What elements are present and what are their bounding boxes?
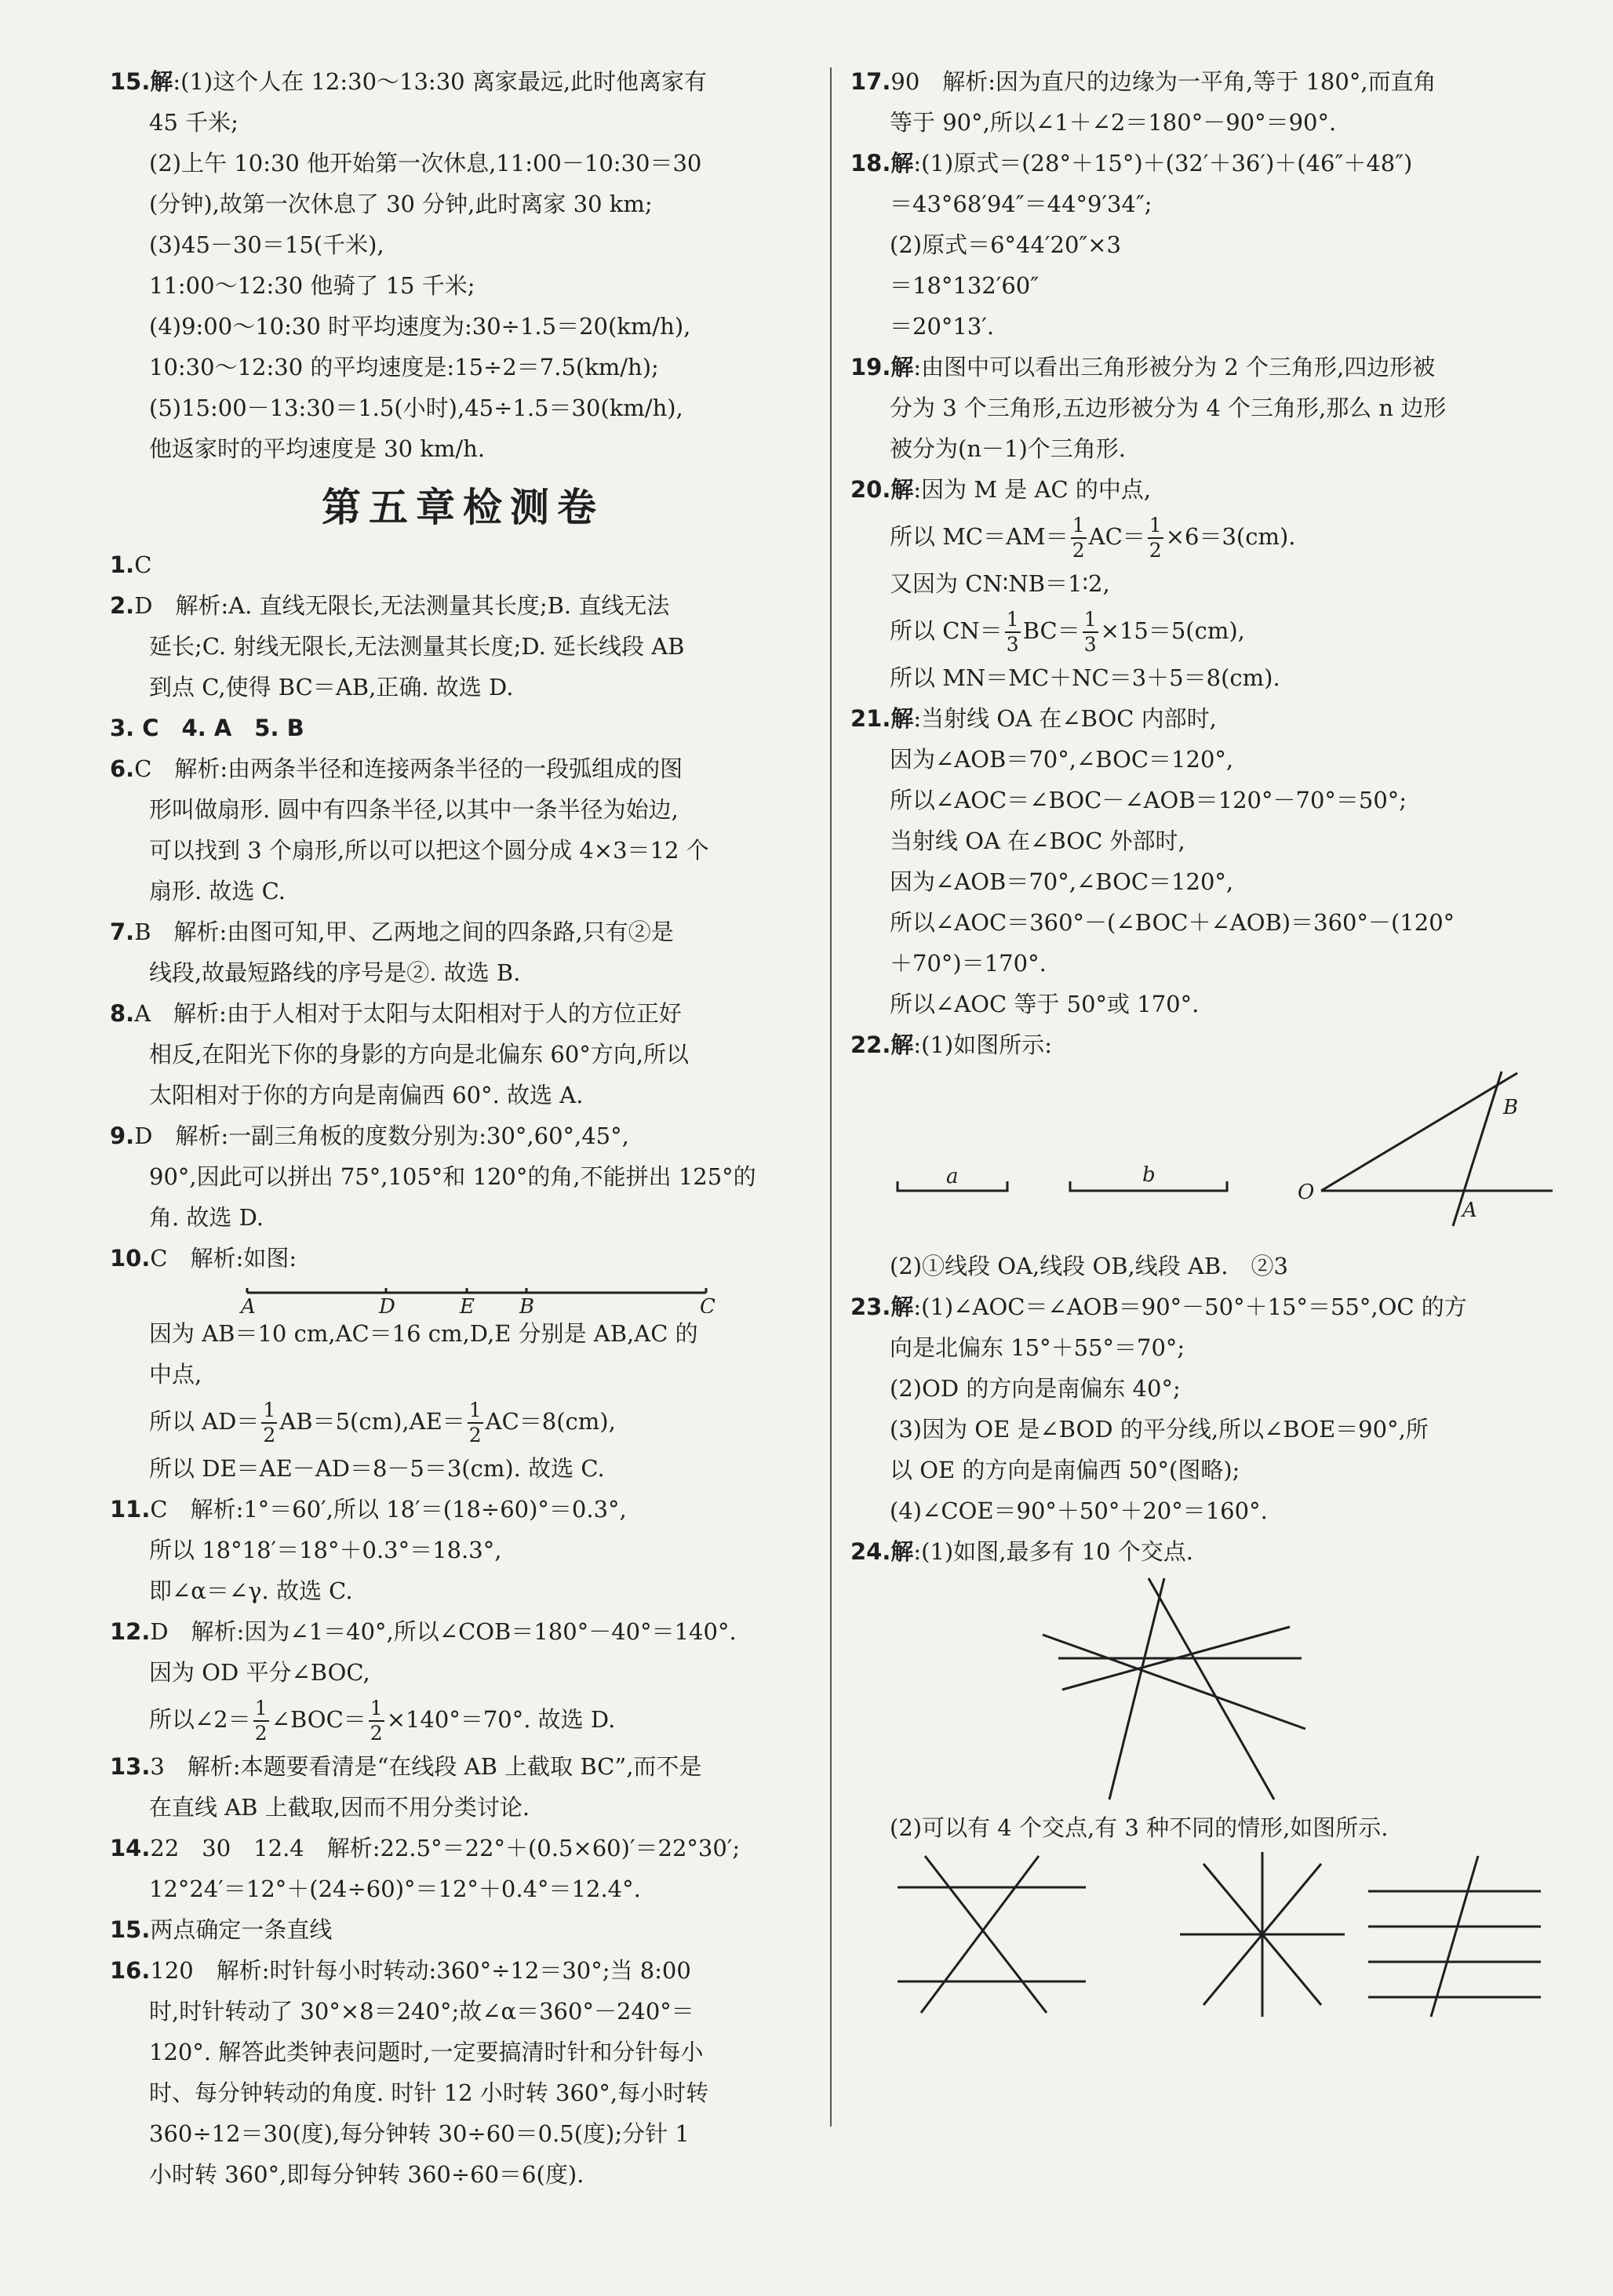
q9-cont: 90°,因此可以拼出 75°,105°和 120°的角,不能拼出 125°的 [149,1163,756,1190]
q20-fraction-line: 所以 MC＝AM＝ $\frac{1}{2}$ AC＝ $\frac{1}{2}$ ×6＝3(cm). [890,514,1296,562]
case-1 [898,1856,1086,2013]
q2-cont: 到点 C,使得 BC＝AB,正确. 故选 D. [149,674,514,700]
q16-cont: 360÷12＝30(度),每分钟转 30÷60＝0.5(度);分针 1 [149,2120,690,2147]
q15-line: 他返家时的平均速度是 30 km/h. [149,435,486,462]
q14-cont: 12°24′＝12°＋(24÷60)°＝12°＋0.4°＝12.4°. [149,1876,641,1902]
q16-cont: 时,时针转动了 30°×8＝240°;故∠α＝360°－240°＝ [149,1998,694,2025]
q9: 9.D 解析:一副三角板的度数分别为:30°,60°,45°, [110,1123,629,1149]
q18-cont: ＝20°13′. [890,313,995,340]
fraction-third: $\frac{1}{3}$ [1006,608,1019,656]
q20-cont: 所以 MN＝MC＋NC＝3＋5＝8(cm). [890,664,1280,691]
q18: 18.解:(1)原式＝(28°＋15°)＋(32′＋36′)＋(46″＋48″) [850,150,1413,176]
q9-cont: 角. 故选 D. [149,1204,264,1231]
q7: 7.B 解析:由图可知,甲、乙两地之间的四条路,只有②是 [110,919,674,945]
left-column [110,61,816,2195]
q21-cont: 因为∠AOB＝70°,∠BOC＝120°, [890,868,1234,895]
q15-line: 11:00～12:30 他骑了 15 千米; [149,272,475,299]
q15-line: (分钟),故第一次休息了 30 分钟,此时离家 30 km; [149,191,653,217]
q6: 6.C 解析:由两条半径和连接两条半径的一段弧组成的图 [110,755,683,782]
q6-cont: 可以找到 3 个扇形,所以可以把这个圆分成 4×3＝12 个 [149,837,709,864]
q12: 12.D 解析:因为∠1＝40°,所以∠COB＝180°－40°＝140°. [110,1618,737,1645]
fraction-half: $\frac{1}{2}$ [263,1399,276,1446]
q8: 8.A 解析:由于人相对于太阳与太阳相对于人的方位正好 [110,1000,682,1027]
q6-cont: 形叫做扇形. 圆中有四条半径,以其中一条半径为始边, [149,796,679,823]
q22: 22.解:(1)如图所示: [850,1032,1053,1058]
q10-cont: 因为 AB＝10 cm,AC＝16 cm,D,E 分别是 AB,AC 的 [149,1320,698,1347]
q12-fraction-line: 所以∠2＝ $\frac{1}{2}$ ∠BOC＝ $\frac{1}{2}$ ×140°＝70°. 故选 D. [149,1697,616,1745]
q11-cont: 所以 18°18′＝18°＋0.3°＝18.3°, [149,1537,502,1563]
q22-construction-figure [850,1065,1572,1246]
ray-ob [1321,1073,1517,1191]
q20-cont: 又因为 CN∶NB＝1∶2, [890,570,1110,597]
q2-cont: 延长;C. 射线无限长,无法测量其长度;D. 延长线段 AB [149,633,685,660]
q10: 10.C 解析:如图: [110,1245,297,1272]
fraction-half: $\frac{1}{2}$ [254,1697,268,1745]
q17: 17.90 解析:因为直尺的边缘为一平角,等于 180°,而直角 [850,68,1436,95]
q15-line: (4)9:00～10:30 时平均速度为:30÷1.5＝20(km/h), [149,313,691,340]
q18-cont: ＝43°68′94″＝44°9′34″; [890,191,1152,217]
q16: 16.120 解析:时针每小时转动:360°÷12＝30°;当 8:00 [110,1957,691,1984]
point-d-label: D [379,1295,395,1313]
point-b-label: B [1503,1096,1519,1119]
chapter-title: 第五章检测卷 [322,485,604,530]
q23-cont: 以 OE 的方向是南偏西 50°(图略); [890,1457,1240,1483]
q22-cont: (2)①线段 OA,线段 OB,线段 AB. ②3 [890,1253,1288,1279]
q23: 23.解:(1)∠AOC＝∠AOB＝90°－50°＋15°＝55°,OC 的方 [850,1294,1467,1320]
q21-cont: 当射线 OA 在∠BOC 外部时, [890,828,1185,854]
segment-a-label: a [946,1165,959,1188]
q10-cont: 所以 DE＝AE－AD＝8－5＝3(cm). 故选 C. [149,1455,605,1482]
q16-cont: 小时转 360°,即每分钟转 360÷60＝6(度). [149,2161,584,2188]
q10-cont: 中点, [149,1361,202,1388]
q19-cont: 被分为(n－1)个三角形. [890,435,1126,462]
segment-b-label: b [1142,1163,1156,1187]
case-3 [1368,1856,1541,2017]
q15-line: 15.解:(1)这个人在 12:30～13:30 离家最远,此时他离家有 [110,68,708,95]
point-b-label: B [519,1295,535,1313]
q23-cont: (3)因为 OE 是∠BOD 的平分线,所以∠BOE＝90°,所 [890,1416,1429,1443]
point-a-label: A [1462,1199,1477,1222]
q14: 14.22 30 12.4 解析:22.5°＝22°＋(0.5×60)′＝22°30′; [110,1835,741,1861]
q15-line: (5)15:00－13:30＝1.5(小时),45÷1.5＝30(km/h), [149,395,683,421]
q24-cases-figure [850,1848,1572,2021]
star-line [1109,1578,1164,1799]
fraction-half: $\frac{1}{2}$ [1149,514,1162,562]
q16-cont: 时、每分钟转动的角度. 时针 12 小时转 360°,每小时转 [149,2079,709,2106]
point-e-label: E [460,1295,475,1313]
q23-cont: 向是北偏东 15°＋55°＝70°; [890,1334,1185,1361]
q20-fraction-line: 所以 CN＝ $\frac{1}{3}$ BC＝ $\frac{1}{3}$ ×15＝5(cm), [890,608,1245,656]
q15b: 15.两点确定一条直线 [110,1916,333,1943]
point-a-label: A [241,1295,256,1313]
fraction-half: $\frac{1}{2}$ [1072,514,1085,562]
q19: 19.解:由图中可以看出三角形被分为 2 个三角形,四边形被 [850,354,1436,380]
fraction-third: $\frac{1}{3}$ [1083,608,1097,656]
q19-cont: 分为 3 个三角形,五边形被分为 4 个三角形,那么 n 边形 [890,395,1447,421]
q23-cont: (4)∠COE＝90°＋50°＋20°＝160°. [890,1497,1268,1524]
right-column [850,61,1572,2021]
q13-cont: 在直线 AB 上截取,因而不用分类讨论. [149,1794,530,1821]
q8-cont: 相反,在阳光下你的身影的方向是北偏东 60°方向,所以 [149,1041,690,1068]
q17-cont: 等于 90°,所以∠1＋∠2＝180°－90°＝90°. [890,109,1337,136]
q3-5: 3. C 4. A 5. B [110,715,304,741]
q24: 24.解:(1)如图,最多有 10 个交点. [850,1538,1194,1565]
q15-line: (3)45－30＝15(千米), [149,231,384,258]
q10-fraction-line: 所以 AD＝ $\frac{1}{2}$ AB＝5(cm),AE＝ $\frac{1}{2}$ AC＝8(cm), [149,1399,616,1446]
star-line [1149,1578,1274,1799]
q21-cont: 所以∠AOC＝∠BOC－∠AOB＝120°－70°＝50°; [890,787,1407,813]
segment-ab [1453,1072,1502,1226]
column-divider [830,67,832,2127]
q11: 11.C 解析:1°＝60′,所以 18′＝(18÷60)°＝0.3°, [110,1496,627,1523]
star-line [1043,1635,1305,1729]
q24-star-figure [850,1572,1572,1807]
q21-cont: ＋70°)＝170°. [890,950,1047,977]
fraction-half: $\frac{1}{2}$ [468,1399,482,1446]
q11-cont: 即∠α＝∠γ. 故选 C. [149,1577,353,1604]
q18-cont: ＝18°132′60″ [890,272,1040,299]
point-c-label: C [700,1295,715,1313]
q20: 20.解:因为 M 是 AC 的中点, [850,476,1152,503]
q16-cont: 120°. 解答此类钟表问题时,一定要搞清时针和分针每小 [149,2039,704,2065]
q10-segment-figure [110,1279,816,1313]
q21-cont: 所以∠AOC 等于 50°或 170°. [890,991,1200,1017]
q21-cont: 所以∠AOC＝360°－(∠BOC＋∠AOB)＝360°－(120° [890,909,1455,936]
q2: 2.D 解析:A. 直线无限长,无法测量其长度;B. 直线无法 [110,592,670,619]
q24-cont: (2)可以有 4 个交点,有 3 种不同的情形,如图所示. [890,1814,1389,1841]
q1: 1.C [110,551,152,578]
q21-cont: 因为∠AOB＝70°,∠BOC＝120°, [890,746,1234,773]
q18-cont: (2)原式＝6°44′20″×3 [890,231,1121,258]
q15-line: 45 千米; [149,109,238,136]
q7-cont: 线段,故最短路线的序号是②. 故选 B. [149,959,521,986]
q15-line: 10:30～12:30 的平均速度是:15÷2＝7.5(km/h); [149,354,659,380]
point-o-label: O [1298,1181,1315,1204]
case-2 [1180,1852,1345,2017]
q15-line: (2)上午 10:30 他开始第一次休息,11:00－10:30＝30 [149,150,702,176]
q21: 21.解:当射线 OA 在∠BOC 内部时, [850,705,1217,732]
q12-cont: 因为 OD 平分∠BOC, [149,1659,370,1686]
q8-cont: 太阳相对于你的方向是南偏西 60°. 故选 A. [149,1082,584,1108]
q6-cont: 扇形. 故选 C. [149,878,286,904]
q23-cont: (2)OD 的方向是南偏东 40°; [890,1375,1181,1402]
q13: 13.3 解析:本题要看清是“在线段 AB 上截取 BC”,而不是 [110,1753,702,1780]
fraction-half: $\frac{1}{2}$ [370,1697,383,1745]
